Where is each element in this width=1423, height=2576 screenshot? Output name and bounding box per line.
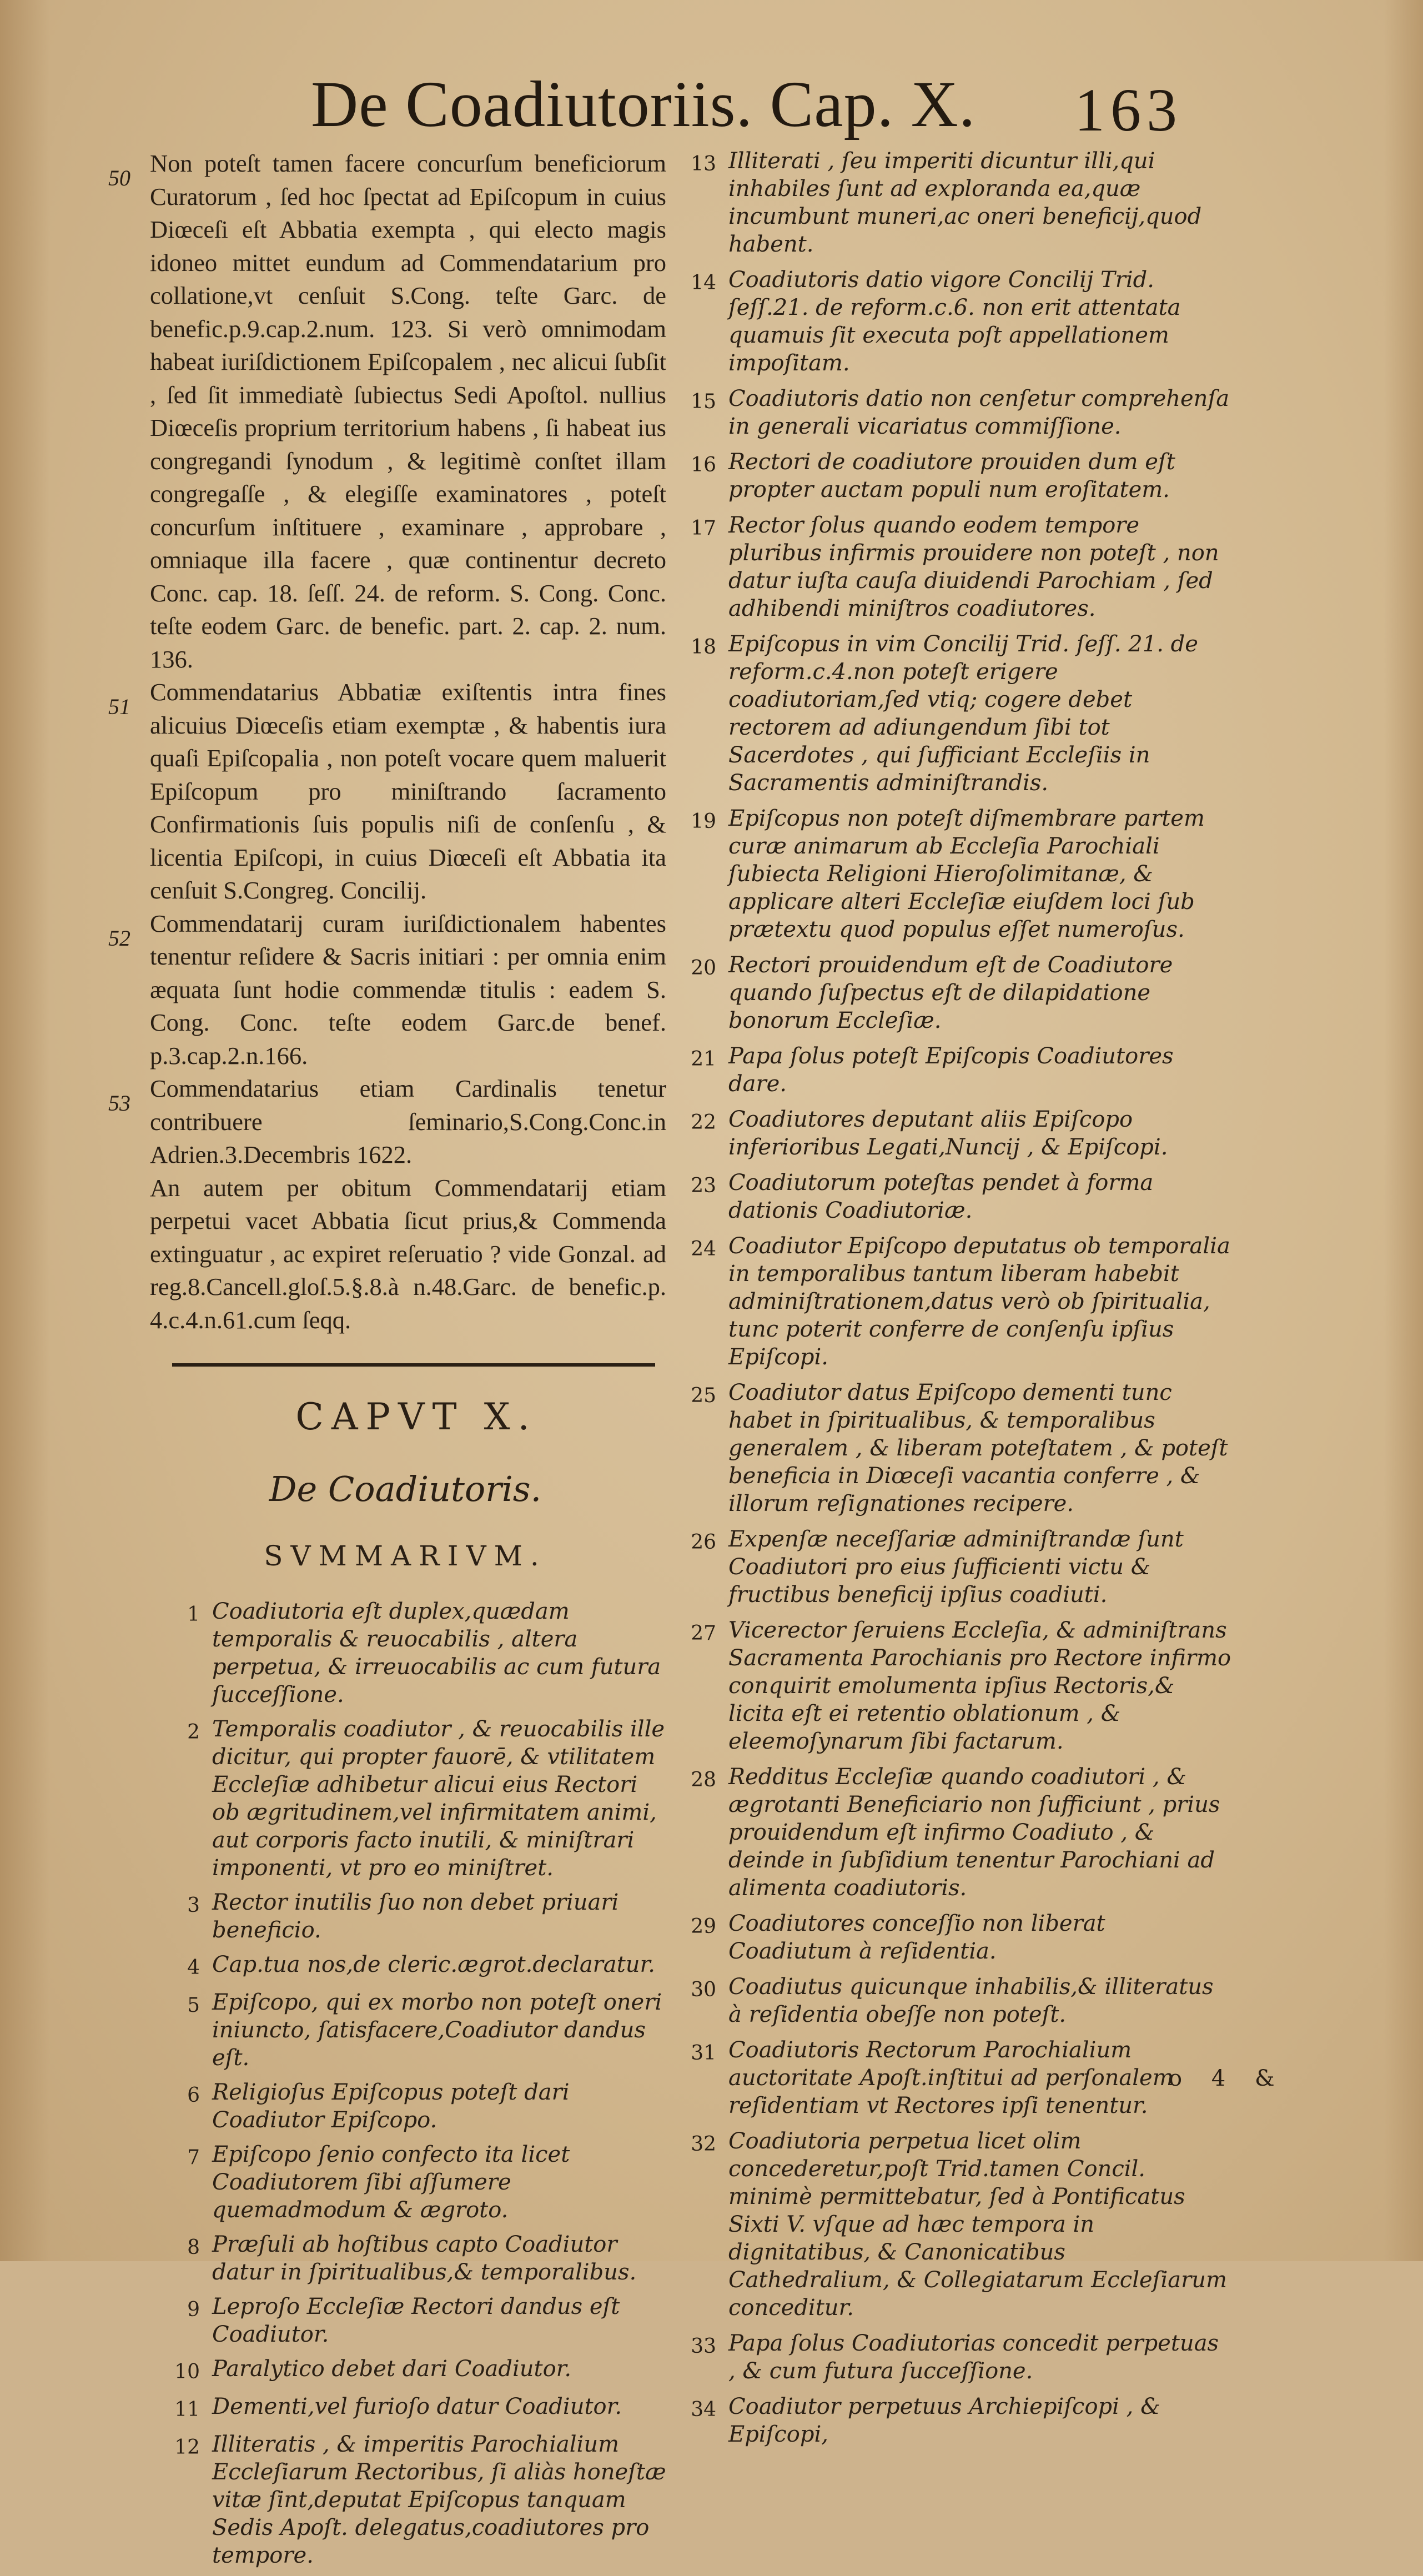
summary-item-number: 15	[691, 390, 716, 413]
summarium-heading: SVMMARIVM.	[264, 1540, 547, 1572]
summary-item-number: 2	[187, 1721, 200, 1744]
body-paragraph	[108, 676, 666, 907]
summary-item	[111, 1715, 666, 1882]
summary-item-text: Coadiutoris Rectorum Parochialium auctoritate Apoſt.inſtitui ad perſonalem reſidentiam vt Rectores ipſi tenentur.	[728, 2037, 1174, 2118]
summary-item	[677, 1763, 1233, 1902]
summary-item-text: Rectori de coadiutore prouiden dum eſt propter auctam populi num eroſitatem.	[728, 449, 1175, 503]
signature-mark: o 4 &	[1169, 2066, 1286, 2091]
summary-item	[677, 2393, 1233, 2448]
summary-item-number: 33	[691, 2335, 716, 2358]
summary-item-text: Coadiutor perpetuus Archiepiſcopi , & Epiſcopi,	[728, 2394, 1160, 2447]
running-head: De Coadiutoriis. Cap. X.	[311, 68, 976, 140]
summary-item-number: 32	[691, 2133, 716, 2156]
summary-item-text: Coadiutores conceſſio non liberat Coadiutum à reſidentia.	[728, 1911, 1105, 1964]
summary-item	[677, 805, 1233, 943]
summary-item-text: Paralytico debet dari Coadiutor.	[212, 2356, 572, 2382]
summary-item-text: Vicerector ſeruiens Eccleſia, & adminiſtrans Sacramenta Parochianis pro Rectore infirmo conquirit emolumenta ipſius Rectoris,& licita eſt ei retentio oblationum , & eleemoſynarum ſibi factarum.	[728, 1618, 1231, 1754]
summary-item-text: Epiſcopus non poteſt diſmembrare partem curæ animarum ab Eccleſia Parochiali ſubiecta Religioni Hieroſolimitanæ, & applicare alteri Eccleſiæ eiuſdem loci ſub prætextu quod populus eſſet numeroſus.	[728, 806, 1205, 942]
summary-item-text: Coadiutores deputant aliis Epiſcopo inferioribus Legati,Nuncij , & Epiſcopi.	[728, 1107, 1168, 1160]
summary-item-number: 17	[691, 517, 716, 540]
page-shadow-right	[1384, 0, 1423, 2261]
summary-item-number: 5	[187, 1994, 200, 2017]
paragraph-text: Commendatarius etiam Cardinalis tenetur contribuere ſeminario,S.Cong.Conc.in Adrien.3.Decembris 1622.	[150, 1074, 666, 1168]
summary-item	[111, 2231, 666, 2286]
summary-item-number: 34	[691, 2398, 716, 2421]
summary-item	[111, 2293, 666, 2348]
summary-item	[677, 2036, 1233, 2120]
summary-item-text: Coadiutorum poteſtas pendet à forma dationis Coadiutoriæ.	[728, 1170, 1154, 1223]
summary-item	[677, 2127, 1233, 2322]
summary-item	[677, 951, 1233, 1035]
summary-item	[677, 266, 1233, 377]
paragraph-number: 52	[108, 925, 130, 951]
summary-item-text: Coadiutoria eſt duplex,quædam temporalis & reuocabilis , altera perpetua, & irreuocabilis ac cum futura ſucceſſione.	[212, 1599, 661, 1708]
left-column	[108, 147, 666, 2576]
summary-item-number: 3	[187, 1894, 200, 1917]
summary-item	[677, 1169, 1233, 1224]
right-column	[677, 147, 1233, 2456]
paragraph-text: An autem per obitum Commendatarij etiam perpetui vacet Abbatia ſicut prius,& Commenda extinguatur , ac expiret reſeruatio ? vide Gonzal. ad reg.8.Cancell.gloſ.5.§.8.à n.48.Garc. de benefic.p. 4.c.4.n.61.cum ſeqq.	[150, 1173, 666, 1334]
summary-item-text: Præſuli ab hoſtibus capto Coadiutor datur in ſpiritualibus,& temporalibus.	[212, 2232, 637, 2285]
summary-item-text: Dementi,vel furioſo datur Coadiutor.	[212, 2394, 622, 2419]
summary-item	[677, 448, 1233, 504]
paragraph-number: 50	[108, 165, 130, 190]
summary-item-text: Coadiutoria perpetua licet olim concederetur,poſt Trid.tamen Concil. minimè permittebatur, ſed à Pontificatus Sixti V. vſque ad hæc tempora in dignitatibus, & Canonicatibus Cathedralium, & Collegiatarum Eccleſiarum conceditur.	[728, 2128, 1227, 2321]
summary-item-number: 1	[187, 1603, 200, 1626]
summary-item	[111, 1889, 666, 1944]
summary-item-text: Illiteratis , & imperitis Parochialium Eccleſiarum Rectoribus, ſi aliàs honeſtæ vitæ ſint,deputat Epiſcopus tanquam Sedis Apoſt. delegatus,coadiutores pro tempore.	[212, 2432, 666, 2568]
page-number: 163	[1074, 76, 1183, 144]
chapter-heading: CAPVT X.	[295, 1395, 537, 1438]
summary-item	[111, 2355, 666, 2386]
summary-item	[677, 1973, 1233, 2028]
summary-item-text: Epiſcopo, qui ex morbo non poteſt oneri iniuncto, ſatisfacere,Coadiutor dandus eſt.	[212, 1990, 662, 2071]
summary-list-right	[677, 147, 1233, 2448]
summary-item	[111, 1598, 666, 1709]
summary-item	[111, 2431, 666, 2569]
summary-item	[677, 1616, 1233, 1755]
summary-item	[677, 511, 1233, 622]
summary-item	[111, 2078, 666, 2134]
summary-item	[677, 1042, 1233, 1098]
summary-item-number: 6	[187, 2084, 200, 2107]
summary-item-number: 4	[187, 1956, 200, 1979]
summary-item-number: 16	[691, 454, 716, 476]
body-paragraph	[108, 1072, 666, 1172]
section-rule-thin	[172, 1365, 655, 1367]
summary-item	[677, 1379, 1233, 1518]
summary-item-text: Coadiutor Epiſcopo deputatus ob temporalia in temporalibus tantum liberam habebit adminiſtrationem,datus verò ob ſpiritualia, tunc poterit conferre de conſenſu ipſius Epiſcopi.	[728, 1233, 1230, 1370]
summary-item-number: 18	[691, 636, 716, 659]
summary-item	[677, 2329, 1233, 2385]
summary-item-text: Coadiutus quicunque inhabilis,& illiteratus à reſidentia obeſſe non poteſt.	[728, 1974, 1214, 2027]
paragraph-text: Non poteſt tamen facere concurſum beneficiorum Curatorum , ſed hoc ſpectat ad Epiſcopum in cuius Diœceſi eſt Abbatia exempta , qui electo magis idoneo mittet eundum ad Commendatarium pro collatione,vt cenſuit S.Cong. teſte Garc. de benefic.p.9.cap.2.num. 123. Si verò omnimodam habeat iuriſdictionem Epiſcopalem , nec alicui ſubſit , ſed ſit immediatè ſubiectus Sedi Apoſtol. nullius Diœceſis proprium territorium habens , ſi habeat ius congregandi ſynodum , & legitimè conſtet illam congregaſſe , & elegiſſe examinatores , poteſt concurſum inſtituere , examinare , approbare , omniaque illa facere , quæ continentur decreto Conc. cap. 18. ſeſſ. 24. de reform. S. Cong. Conc. teſte eodem Garc. de benefic. part. 2. cap. 2. num. 136.	[150, 149, 666, 673]
summary-item	[677, 385, 1233, 440]
summary-item-text: Coadiutoris datio vigore Concilij Trid. ſeſſ.21. de reform.c.6. non erit attentata quamuis ſit executa poſt appellationem impoſitam.	[728, 267, 1181, 376]
summary-item-text: Epiſcopo ſenio confecto ita licet Coadiutorem ſibi aſſumere quemadmodum & ægroto.	[212, 2142, 570, 2223]
summary-item-text: Redditus Eccleſiæ quando coadiutori , & ægrotanti Beneficiario non ſufficiunt , prius prouidendum eſt infirmo Coadiuto , & deinde in ſubſidium tenentur Parochiani ad alimenta coadiutoris.	[728, 1764, 1220, 1901]
summary-item	[111, 2141, 666, 2224]
summary-item-text: Papa ſolus Coadiutorias concedit perpetuas , & cum futura ſucceſſione.	[728, 2331, 1219, 2384]
summary-item-text: Temporalis coadiutor , & reuocabilis ille dicitur, qui propter fauorē, & vtilitatem Eccleſiæ adhibetur alicui eius Rectori ob ægritudinem,vel infirmitatem animi, aut corporis facto inutili, & miniſtrari imponenti, vt pro eo miniſtret.	[212, 1716, 665, 1881]
summary-item-text: Papa ſolus poteſt Epiſcopis Coadiutores dare.	[728, 1043, 1174, 1097]
body-paragraph	[108, 147, 666, 676]
summary-item-number: 9	[187, 2298, 200, 2321]
summary-item-number: 12	[174, 2436, 200, 2459]
summary-item-number: 30	[691, 1979, 716, 2001]
summary-item-number: 23	[691, 1174, 716, 1197]
summary-item	[677, 1232, 1233, 1371]
summary-item-text: Coadiutor datus Epiſcopo dementi tunc habet in ſpiritualibus, & temporalibus generalem , & liberam poteſtatem , & poteſt beneficia in Diœceſi vacantia conferre , & illorum reſignationes recipere.	[728, 1380, 1228, 1517]
summary-item	[677, 1106, 1233, 1161]
summary-item-text: Illiterati , ſeu imperiti dicuntur illi,qui inhabiles ſunt ad exploranda ea,quæ incumbunt muneri,ac oneri beneficij,quod habent.	[728, 148, 1202, 257]
summary-item	[111, 2393, 666, 2424]
summary-item-text: Rector ſolus quando eodem tempore pluribus infirmis prouidere non poteſt , non datur iuſta cauſa diuidendi Parochiam , ſed adhibendi miniſtros coadiutores.	[728, 513, 1219, 621]
summary-item-text: Epiſcopus in vim Concilij Trid. ſeſſ. 21. de reform.c.4.non poteſt erigere coadiutoriam,ſed vtiq; cogere debet rectorem ad adiungendum ſibi tot Sacerdotes , qui ſufficiant Eccleſiis in Sacramentis adminiſtrandis.	[728, 631, 1198, 796]
summary-item-number: 10	[174, 2361, 200, 2383]
summary-item-number: 29	[691, 1915, 716, 1938]
paragraph-number: 53	[108, 1091, 130, 1116]
summary-item-number: 19	[691, 810, 716, 833]
summary-item-text: Religioſus Epiſcopus poteſt dari Coadiutor Epiſcopo.	[212, 2080, 570, 2133]
summary-item-number: 28	[691, 1769, 716, 1791]
summary-item	[677, 147, 1233, 258]
summary-item-number: 13	[691, 153, 716, 175]
summary-item-text: Rectori prouidendum eſt de Coadiutore quando ſuſpectus eſt de dilapidatione bonorum Eccleſiæ.	[728, 952, 1173, 1033]
summary-list-left	[111, 1598, 666, 2569]
summary-item-text: Cap.tua nos,de cleric.ægrot.declaratur.	[212, 1952, 655, 1977]
body-paragraph	[108, 907, 666, 1073]
summary-item-text: Rector inutilis ſuo non debet priuari beneficio.	[212, 1890, 619, 1943]
summary-item-number: 21	[691, 1048, 716, 1071]
summary-item-text: Expenſæ neceſſariæ adminiſtrandæ ſunt Coadiutori pro eius ſufficienti victu & fructibus beneficij ipſius coadiuti.	[728, 1526, 1184, 1608]
summary-item	[677, 1910, 1233, 1965]
summary-item-text: Coadiutoris datio non cenſetur comprehenſa in generali vicariatus commiſſione.	[728, 386, 1230, 439]
left-paragraphs	[108, 147, 666, 1337]
paragraph-number: 51	[108, 694, 130, 719]
summary-item-number: 25	[691, 1384, 716, 1407]
body-paragraph	[150, 1172, 666, 1337]
summary-item	[111, 1989, 666, 2072]
page-shadow-left	[0, 0, 50, 2261]
summary-item-number: 24	[691, 1238, 716, 1261]
summary-item-text: Leproſo Eccleſiæ Rectori dandus eſt Coadiutor.	[212, 2294, 620, 2347]
summary-item-number: 8	[187, 2236, 200, 2259]
summary-item-number: 31	[691, 2042, 716, 2065]
summary-item	[677, 1525, 1233, 1609]
chapter-subtitle: De Coadiutoris.	[269, 1469, 542, 1509]
paragraph-text: Commendatarius Abbatiæ exiſtentis intra fines alicuius Diœceſis etiam exemptæ , & habentis iura quaſi Epiſcopalia , non poteſt vocare quem maluerit Epiſcopum pro miniſtrando ſacramento Confirmationis ſuis populis niſi de conſenſu , & licentia Epiſcopi, in cuius Diœceſi eſt Abbatia ita cenſuit S.Congreg. Concilij.	[150, 678, 666, 904]
summary-item	[677, 630, 1233, 797]
summary-item-number: 22	[691, 1111, 716, 1134]
summary-item-number: 26	[691, 1531, 716, 1554]
summary-item-number: 20	[691, 957, 716, 980]
summary-item-number: 7	[187, 2146, 200, 2169]
summary-item	[111, 1951, 666, 1982]
summary-item-number: 14	[691, 272, 716, 294]
summary-item-number: 27	[691, 1622, 716, 1645]
paragraph-text: Commendatarij curam iuriſdictionalem habentes tenentur reſidere & Sacris initiari : per omnia enim æquata ſunt hodie commendæ titulis : eadem S. Cong. Conc. teſte eodem Garc.de benef. p.3.cap.2.n.166.	[150, 909, 666, 1069]
summary-item-number: 11	[174, 2398, 200, 2421]
